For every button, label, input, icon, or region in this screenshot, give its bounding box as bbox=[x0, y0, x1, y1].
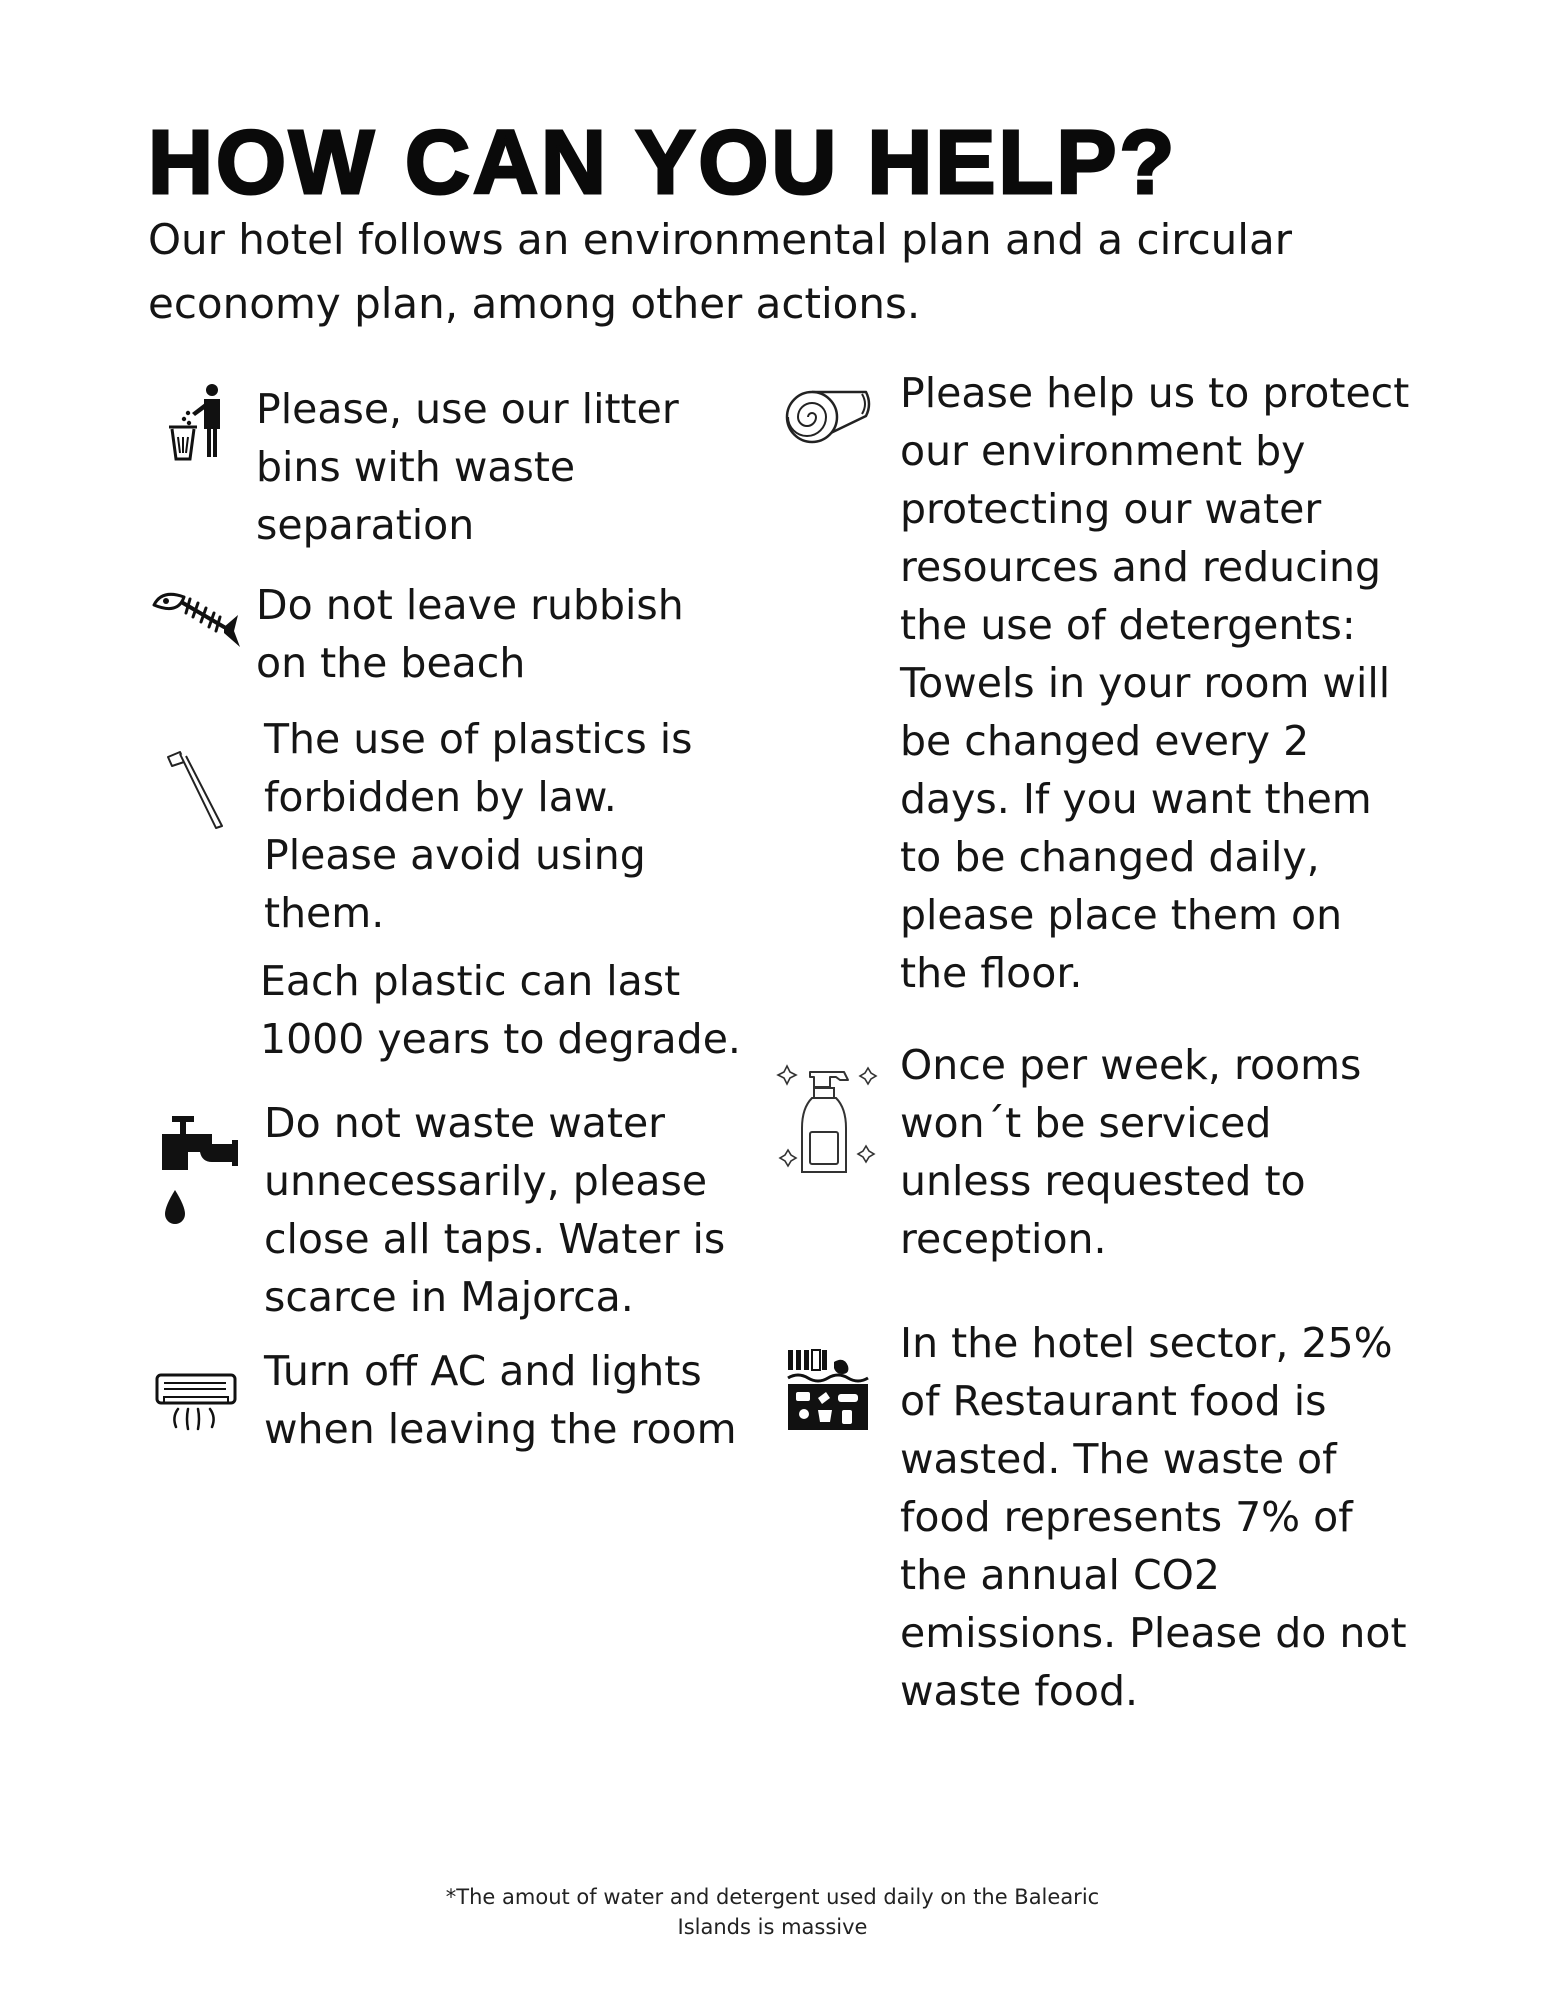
tip-food bbox=[900, 1314, 1420, 1720]
tip-litter bbox=[256, 380, 726, 554]
food-waste-pollution-icon bbox=[786, 1348, 872, 1432]
tip-litter-text: Please, use our litter bins with waste separation bbox=[256, 385, 679, 549]
tip-water bbox=[264, 1094, 744, 1326]
fish-skeleton-icon bbox=[150, 585, 242, 651]
tip-plastics-note bbox=[260, 952, 760, 1068]
tip-plastics-note-text: Each plastic can last 1000 years to degrade. bbox=[260, 957, 741, 1063]
tip-plastics bbox=[264, 710, 754, 942]
tip-service-text: Once per week, rooms won´t be serviced unless requested to reception. bbox=[900, 1041, 1362, 1263]
tip-plastics-text: The use of plastics is forbidden by law. Please avoid using them. bbox=[264, 715, 693, 937]
page-subtitle: Our hotel follows an environmental plan and a circular economy plan, among other actions. bbox=[148, 215, 1292, 328]
tip-beach bbox=[256, 576, 726, 692]
spray-bottle-icon bbox=[776, 1058, 882, 1182]
tip-ac bbox=[264, 1342, 744, 1458]
tip-service bbox=[900, 1036, 1400, 1268]
tip-food-text: In the hotel sector, 25% of Restaurant food is wasted. The waste of food represents 7% of the annual CO2 emissions. Please do not waste food. bbox=[900, 1319, 1407, 1715]
tip-beach-text: Do not leave rubbish on the beach bbox=[256, 581, 684, 687]
page-title: HOW CAN YOU HELP? bbox=[148, 113, 1178, 213]
tip-water-text: Do not waste water unnecessarily, please close all taps. Water is scarce in Majorca. bbox=[264, 1099, 726, 1321]
tip-towels-text: Please help us to protect our environment by protecting our water resources and reducing the use of detergents: Towels in your room will be changed every 2 days. If you want them to be changed daily, please place them on the floor. bbox=[900, 369, 1410, 997]
drinking-straw-icon bbox=[164, 748, 230, 832]
tip-ac-text: Turn off AC and lights when leaving the room bbox=[264, 1347, 737, 1453]
tip-towels bbox=[900, 364, 1420, 1002]
person-throwing-litter-in-bin-icon bbox=[166, 383, 228, 463]
water-tap-drop-icon bbox=[156, 1112, 240, 1226]
footnote: *The amout of water and detergent used daily on the Balearic Islands is massive bbox=[445, 1885, 1100, 1939]
rolled-towel-icon bbox=[782, 386, 874, 450]
air-conditioner-icon bbox=[154, 1371, 238, 1433]
